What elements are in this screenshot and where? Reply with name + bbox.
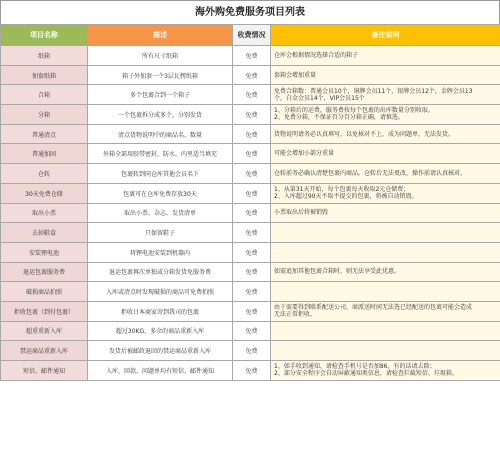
cell-name: 加套纸箱 — [1, 65, 88, 85]
cell-name: 拒收包裹（到付包裹） — [1, 301, 88, 321]
cell-note — [271, 242, 500, 262]
cell-note — [271, 46, 500, 66]
header-fee: 收费情况 — [233, 25, 271, 46]
cell-name: 超重重新入库 — [1, 321, 88, 341]
table-row — [1, 361, 500, 381]
note-line: 仓库会根据情况选择合适的箱子 — [274, 51, 359, 59]
cell-note — [271, 282, 500, 302]
cell-note — [271, 301, 500, 321]
cell-fee: 免费 — [233, 262, 271, 282]
cell-name: 破损商品拍照 — [1, 282, 88, 302]
cell-desc: 将锂电池安装到机器内 — [88, 242, 233, 262]
note-line: 2、免费分箱，不保证百分百分箱正确，请慎选。 — [274, 114, 404, 122]
cell-name: 禁运商品重新入库 — [1, 341, 88, 361]
cell-note — [271, 183, 500, 203]
cell-note — [271, 85, 500, 105]
table-row — [1, 223, 500, 243]
cell-name: 取出小票 — [1, 203, 88, 223]
cell-fee: 免费 — [233, 124, 271, 144]
table-row — [1, 321, 500, 341]
page-title: 海外购免费服务项目列表 — [0, 0, 500, 24]
cell-desc: 包裹转到同仓库其他会员名下 — [88, 164, 233, 184]
cell-fee: 免费 — [233, 183, 271, 203]
services-table — [0, 24, 500, 381]
note-line: 免费合箱数：普通会员10个，铜牌会员11个，银牌会员12个，金牌会员13 — [274, 87, 473, 95]
cell-note — [271, 223, 500, 243]
cell-name: 去掉鞋盒 — [1, 223, 88, 243]
table-row — [1, 341, 500, 361]
cell-note — [271, 164, 500, 184]
cell-fee: 免费 — [233, 282, 271, 302]
cell-desc: 退运包裹再次单独或分箱发货免服务费 — [88, 262, 233, 282]
note-line: 个，白金会员14个，VIP会员15个 — [274, 94, 365, 102]
cell-desc: 入库或清点时发现破损的商品可免费拍照 — [88, 282, 233, 302]
note-line: 由于需要得到联系配送公司，商派送时间无法选已经配送的包裹可能会造成 — [274, 304, 473, 312]
table-row — [1, 282, 500, 302]
header-note: 备注说明 — [271, 25, 500, 46]
table-header-row — [1, 25, 500, 46]
note-line: 货物说明请务必认真填写，以免核对不上，成为问题单，无法发货。 — [274, 130, 455, 138]
cell-name: 分箱 — [1, 105, 88, 125]
cell-name: 退运包裹服务费 — [1, 262, 88, 282]
cell-fee: 免费 — [233, 85, 271, 105]
cell-note — [271, 203, 500, 223]
note-line: 可能会增加小部分重量 — [274, 150, 335, 158]
header-desc: 描述 — [88, 25, 233, 46]
table-body — [1, 46, 500, 381]
table-row — [1, 124, 500, 144]
note-line: 1、从第31天开始，每个包裹每天收取2元仓储费； — [274, 186, 410, 194]
cell-fee: 免费 — [233, 164, 271, 184]
note-line: 仓转前务必确认清楚包裹内商品，仓转后无法更改，操作前请认真核对。 — [274, 169, 467, 177]
table-row — [1, 262, 500, 282]
cell-name: 纸箱 — [1, 46, 88, 66]
cell-name: 安装锂电池 — [1, 242, 88, 262]
note-line: 套箱会增加重量 — [274, 71, 317, 79]
note-line: 小票取出后将被销毁 — [274, 209, 329, 217]
table-row — [1, 301, 500, 321]
cell-fee: 免费 — [233, 341, 271, 361]
cell-fee: 免费 — [233, 144, 271, 164]
cell-desc: 拒收日本商家寄到我司的包裹 — [88, 301, 233, 321]
table-row — [1, 242, 500, 262]
cell-note — [271, 144, 500, 164]
cell-note — [271, 105, 500, 125]
cell-desc: 超过30KG，多余的商品重新入库 — [88, 321, 233, 341]
table-row — [1, 183, 500, 203]
table-row — [1, 203, 500, 223]
cell-fee: 免费 — [233, 361, 271, 381]
cell-name: 普通清点 — [1, 124, 88, 144]
cell-name: 仓转 — [1, 164, 88, 184]
cell-note — [271, 65, 500, 85]
cell-fee: 免费 — [233, 65, 271, 85]
cell-desc: 外箱全部用胶带密封，防水，内里适当填充 — [88, 144, 233, 164]
cell-note — [271, 341, 500, 361]
cell-fee: 免费 — [233, 321, 271, 341]
cell-desc: 只保留鞋子 — [88, 223, 233, 243]
cell-desc: 包裹可在仓库免费存放30天 — [88, 183, 233, 203]
cell-desc: 一个包裹拆分成多个，分别发货 — [88, 105, 233, 125]
cell-fee: 免费 — [233, 46, 271, 66]
table-row — [1, 144, 500, 164]
cell-fee: 免费 — [233, 105, 271, 125]
table-row — [1, 65, 500, 85]
note-line: 无法正常拒收。 — [274, 311, 317, 319]
note-line: 1、分箱后的运费，服务费按每个包裹的出库数量分别收取。 — [274, 107, 434, 115]
header-name: 项目名称 — [1, 25, 88, 46]
cell-fee: 免费 — [233, 203, 271, 223]
cell-fee: 免费 — [233, 223, 271, 243]
table-row — [1, 85, 500, 105]
cell-fee: 免费 — [233, 301, 271, 321]
cell-name: 短信、邮件通知 — [1, 361, 88, 381]
cell-note — [271, 321, 500, 341]
cell-name: 合箱 — [1, 85, 88, 105]
cell-note — [271, 124, 500, 144]
cell-desc: 清点货物说明中的商品名、数量 — [88, 124, 233, 144]
note-line: 2、部分安全程序会自动屏蔽通知类信息，请检查拦截短信、垃圾箱。 — [274, 370, 458, 378]
cell-desc: 箱子外加套一个3层瓦楞纸箱 — [88, 65, 233, 85]
cell-name: 30天免费仓储 — [1, 183, 88, 203]
cell-desc: 所有尺寸纸箱 — [88, 46, 233, 66]
cell-name: 普通加固 — [1, 144, 88, 164]
cell-desc: 多个包裹合到一个箱子 — [88, 85, 233, 105]
table-row — [1, 164, 500, 184]
note-line: 2、入库超过90天不取不提交的包裹，将被自动销毁。 — [274, 193, 418, 201]
cell-fee: 免费 — [233, 242, 271, 262]
cell-note — [271, 361, 500, 381]
table-row — [1, 46, 500, 66]
table-row — [1, 105, 500, 125]
cell-desc: 发货后被邮政退回的禁运商品重新入库 — [88, 341, 233, 361]
note-line: 如需追加其他包裹合箱时，则无法享受此优惠。 — [274, 268, 401, 276]
cell-desc: 取出小票、杂志、发货清单 — [88, 203, 233, 223]
cell-desc: 入库、回款、问题单均有短信、邮件通知 — [88, 361, 233, 381]
note-line: 1、如手收到通知，请检查手机号是否加86，有的话请去除； — [274, 363, 436, 371]
cell-note — [271, 262, 500, 282]
